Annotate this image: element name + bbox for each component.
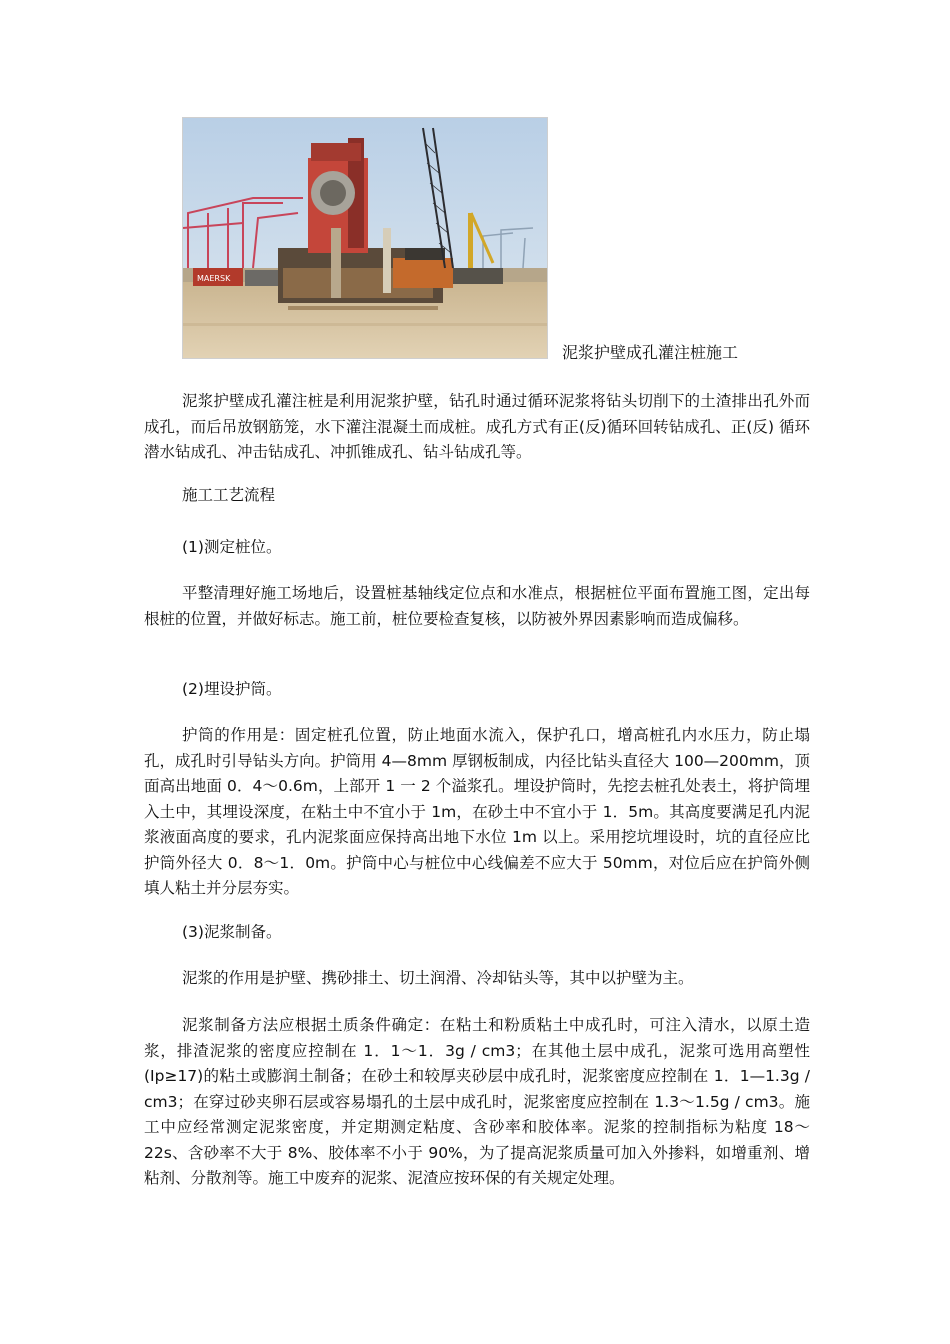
step-3-body-1: 泥浆的作用是护壁、携砂排土、切土润滑、冷却钻头等，其中以护壁为主。 [182, 969, 694, 987]
step-3-body-2: 泥浆制备方法应根据土质条件确定：在粘土和粉质粘土中成孔时，可注入清水，以原土造浆，排渣泥浆的密度应控制在 1．1～1．3g / cm3；在其他土层中成孔，泥浆可选用高塑性(Ip≥17)的粘土或膨润土制备；在砂土和较厚夹砂层中成孔时，泥浆密度应控制在 1．1—1.3g / cm3；在穿过砂夹卵石层或容易塌孔的土层中成孔时，泥浆密度应控制在 1.3～1.5g / cm3。施工中应经常测定泥浆密度，并定期测定粘度、含砂率和胶体率。泥浆的控制指标为粘度 18～22s、含砂率不大于 8%、胶体率不小于 90%，为了提高泥浆质量可加入外掺料，如增重剂、增粘剂、分散剂等。施工中废弃的泥浆、泥渣应按环保的有关规定处理。 [144, 1016, 810, 1187]
section-heading: 施工工艺流程 [182, 486, 276, 504]
construction-photo [182, 117, 548, 359]
step-3-title: (3)泥浆制备。 [182, 923, 282, 941]
step-2-title: (2)埋设护筒。 [182, 680, 282, 698]
figure-caption: 泥浆护壁成孔灌注桩施工 [562, 343, 739, 362]
photo-signage: MAERSK [197, 274, 231, 283]
intro-paragraph: 泥浆护壁成孔灌注桩是利用泥浆护壁，钻孔时通过循环泥浆将钻头切削下的土渣排出孔外而成孔，而后吊放钢筋笼，水下灌注混凝土而成桩。成孔方式有正(反)循环回转钻成孔、正(反) 循环潜水钻成孔、冲击钻成孔、冲抓锥成孔、钻斗钻成孔等。 [144, 392, 810, 461]
step-1-title: (1)测定桩位。 [182, 538, 282, 556]
step-1-body: 平整清理好施工场地后，设置桩基轴线定位点和水准点，根据桩位平面布置施工图，定出每根桩的位置，并做好标志。施工前，桩位要检查复核，以防被外界因素影响而造成偏移。 [144, 584, 810, 628]
step-2-body: 护筒的作用是：固定桩孔位置，防止地面水流入，保护孔口，增高桩孔内水压力，防止塌孔，成孔时引导钻头方向。护筒用 4—8mm 厚钢板制成，内径比钻头直径大 100—200mm，顶面高出地面 0．4～0.6m，上部开 1 一 2 个溢浆孔。埋设护筒时，先挖去桩孔处表土，将护筒埋入土中，其埋设深度，在粘土中不宜小于 1m，在砂土中不宜小于 1．5m。其高度要满足孔内泥浆液面高度的要求，孔内泥浆面应保持高出地下水位 1m 以上。采用挖坑埋设时，坑的直径应比护筒外径大 0．8～1．0m。护筒中心与桩位中心线偏差不应大于 50mm，对位后应在护筒外侧填人粘土并分层夯实。 [144, 726, 810, 897]
